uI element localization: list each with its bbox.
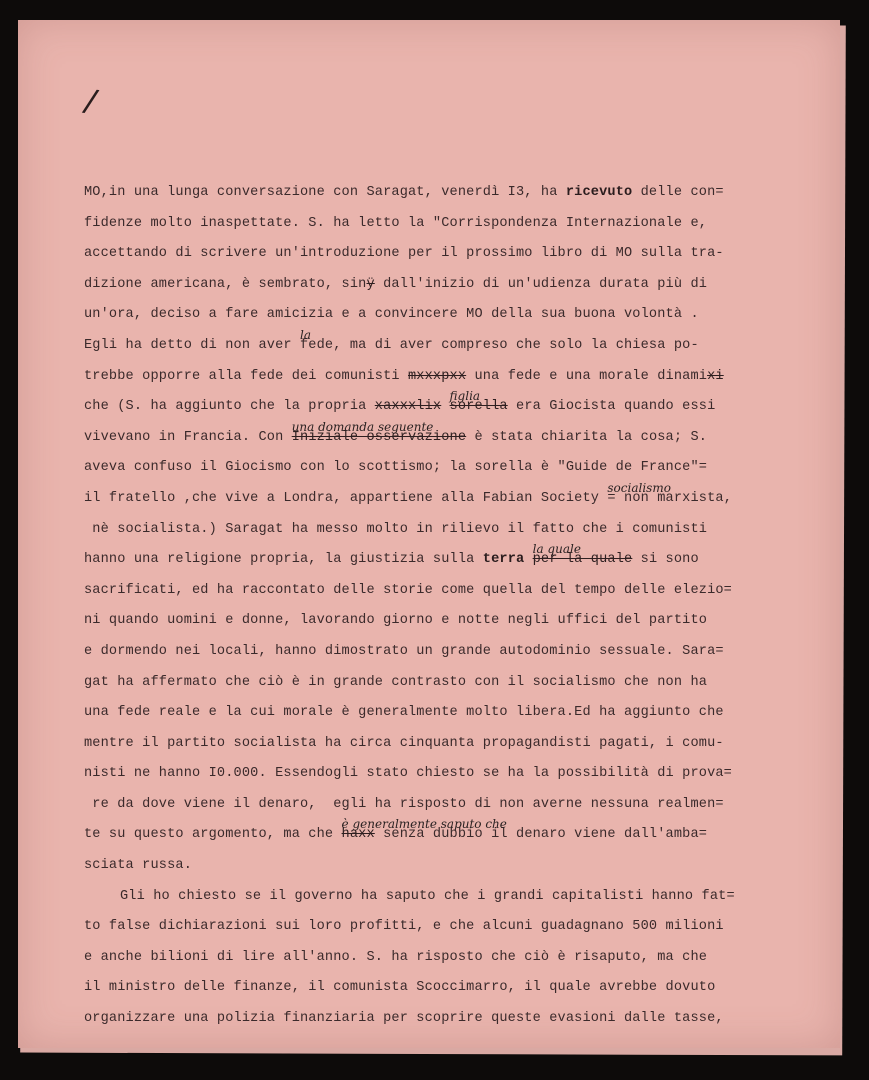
typed-text: vivevano in Francia. Con bbox=[84, 429, 292, 445]
typescript-line bbox=[84, 1004, 804, 1035]
typed-text: una fede e una morale dinami bbox=[466, 368, 708, 384]
typescript-line bbox=[84, 239, 804, 270]
typed-text: , ma di aver compreso che solo la chiesa po- bbox=[333, 337, 699, 353]
typed-text: e dormendo nei locali, hanno dimostrato un grande autodominio sessuale. Sara= bbox=[84, 643, 724, 659]
struck-text: sorella figlia bbox=[450, 392, 508, 423]
typed-text: mentre il partito socialista ha circa cinquanta propagandisti pagati, i comu- bbox=[84, 735, 724, 751]
struck-text: mxxxpxx bbox=[408, 368, 467, 384]
typescript-line bbox=[84, 327, 804, 362]
typed-text bbox=[441, 399, 449, 414]
struck-text: per la quale la quale bbox=[533, 545, 633, 576]
typed-text: hanno una religione propria, la giustizia sulla bbox=[84, 552, 483, 568]
struck-text: Iniziale osservazione una domanda seguente bbox=[292, 423, 466, 454]
annotated-text: fede la bbox=[300, 331, 333, 362]
typed-text: organizzare una polizia finanziaria per scoprire queste evasioni dalle tasse, bbox=[84, 1011, 724, 1027]
struck-text: xaxxxlix bbox=[374, 399, 442, 415]
typed-text: trebbe opporre alla fede dei comunisti bbox=[84, 368, 408, 384]
typed-text: accettando di scrivere un'introduzione per il prossimo libro di MO sulla tra- bbox=[84, 246, 724, 262]
typescript-line bbox=[84, 851, 804, 882]
typed-text: una fede reale e la cui morale è generalmente molto libera.Ed ha aggiunto che bbox=[84, 705, 724, 721]
handwritten-correction: la bbox=[300, 327, 311, 342]
typed-text: Egli ha detto di non aver bbox=[84, 337, 300, 353]
typescript-line bbox=[84, 698, 804, 729]
typescript-line bbox=[84, 606, 804, 637]
struck-text: haxx è generalmente saputo che bbox=[342, 820, 375, 851]
typescript-line bbox=[84, 389, 804, 423]
handwritten-correction: figlia bbox=[449, 389, 481, 404]
struck-text: ÿ bbox=[366, 276, 375, 292]
typed-text: sciata russa. bbox=[84, 858, 192, 874]
typescript-line bbox=[84, 576, 804, 607]
typed-text: e anche bilioni di lire all'anno. S. ha risposto che ciò è risaputo, ma che bbox=[84, 949, 708, 965]
typed-text: te su questo argomento, ma che bbox=[84, 827, 342, 843]
typescript-line bbox=[84, 362, 804, 393]
typescript-line bbox=[84, 542, 804, 576]
typed-text: delle con= bbox=[632, 185, 724, 200]
typescript-line bbox=[84, 515, 804, 546]
typed-text: nisti ne hanno I0.000. Essendogli stato chiesto se ha la possibilità di prova= bbox=[84, 766, 732, 782]
typed-text: to false dichiarazioni sui loro profitti, e che alcuni guadagnano 500 milioni bbox=[84, 919, 724, 935]
handwritten-correction: la quale bbox=[532, 542, 581, 557]
handwritten-correction: è generalmente saputo che bbox=[341, 817, 507, 832]
typed-text: il fratello ,che vive a Londra, appartiene alla Fabian Society bbox=[84, 490, 608, 506]
typed-text: nè socialista.) Saragat ha messo molto in rilievo il fatto che i comunisti bbox=[84, 521, 708, 537]
handwritten-correction: una domanda seguente bbox=[291, 419, 434, 434]
typed-text: ni quando uomini e donne, lavorando giorno e notte negli uffici del partito bbox=[84, 613, 708, 629]
typed-text: si sono bbox=[632, 552, 699, 568]
typescript-line bbox=[84, 759, 804, 790]
typescript-line bbox=[84, 300, 804, 331]
struck-text: xi bbox=[707, 368, 724, 384]
typed-text: fidenze molto inaspettate. S. ha letto la "Corrispondenza Internazionale e, bbox=[84, 215, 708, 231]
typed-text: il ministro delle finanze, il comunista Scoccimarro, il quale avrebbe dovuto bbox=[84, 980, 716, 996]
handwritten-correction: socialismo bbox=[607, 480, 671, 495]
typed-text: sacrificati, ed ha raccontato delle storie come quella del tempo delle elezio= bbox=[84, 582, 732, 598]
typescript-line bbox=[84, 419, 804, 454]
typescript-line bbox=[84, 480, 804, 515]
typed-text: dall'inizio di un'udienza durata più di bbox=[374, 276, 708, 292]
typed-text: Gli ho chiesto se il governo ha saputo che i grandi capitalisti hanno fat= bbox=[120, 888, 735, 904]
typescript-line bbox=[84, 637, 804, 668]
typescript-line bbox=[84, 817, 804, 851]
typed-text: era Giocista quando essi bbox=[507, 399, 716, 415]
typescript-line bbox=[84, 729, 804, 760]
typescript-line bbox=[84, 973, 804, 1004]
typescript-line bbox=[84, 882, 804, 913]
typescript-line bbox=[84, 943, 804, 974]
typed-text: senza dubbio il denaro viene dall'amba= bbox=[374, 827, 708, 843]
typescript-body bbox=[84, 178, 804, 1035]
typed-text: terra bbox=[482, 552, 525, 568]
typed-page bbox=[18, 20, 840, 1048]
typed-text: che (S. ha aggiunto che la propria bbox=[84, 399, 375, 415]
typed-text bbox=[524, 552, 532, 567]
typescript-line bbox=[84, 209, 804, 240]
typed-text: dizione americana, è sembrato, sin bbox=[84, 276, 367, 292]
typescript-line bbox=[84, 668, 804, 699]
typed-text: un'ora, deciso a fare amicizia e a convincere MO della sua buona volontà . bbox=[84, 307, 699, 323]
typescript-line bbox=[84, 912, 804, 943]
typescript-line bbox=[84, 270, 804, 301]
typed-text: è stata chiarita la cosa; S. bbox=[466, 429, 708, 445]
annotated-text: = socialismo bbox=[607, 484, 615, 515]
typed-text: re da dove viene il denaro, egli ha risposto di non averne nessuna realmen= bbox=[84, 796, 724, 812]
page-number-mark: / bbox=[79, 82, 103, 121]
typescript-line bbox=[84, 453, 804, 484]
typed-text: non marxista, bbox=[615, 490, 733, 506]
typed-text: aveva confuso il Giocismo con lo scottismo; la sorella è "Guide de France"= bbox=[84, 460, 708, 476]
typed-text: MO,in una lunga conversazione con Saragat, venerdì I3, ha bbox=[84, 185, 566, 200]
typed-text: gat ha affermato che ciò è in grande contrasto con il socialismo che non ha bbox=[84, 674, 708, 690]
typescript-line bbox=[84, 178, 804, 209]
typed-text: ricevuto bbox=[565, 185, 633, 200]
